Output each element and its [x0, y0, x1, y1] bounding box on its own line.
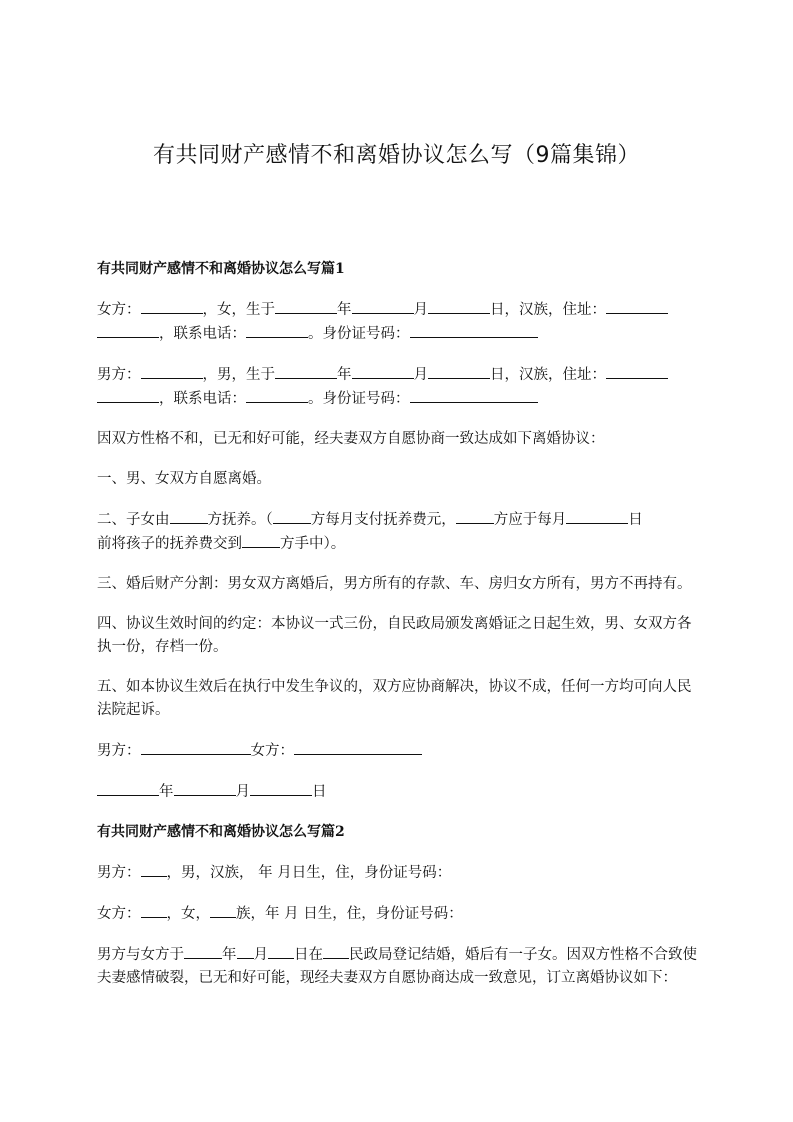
blank: [242, 532, 280, 548]
blank: [410, 322, 538, 338]
blank: [428, 298, 490, 314]
blank: [97, 322, 159, 338]
label: 。身份证号码：: [308, 326, 410, 342]
label: 日: [628, 512, 643, 528]
date-line: [97, 780, 697, 804]
label: ，女，生于: [202, 302, 275, 318]
blank: [428, 363, 490, 379]
blank: [273, 508, 311, 524]
label: 男方：: [97, 743, 141, 759]
blank: [246, 387, 308, 403]
intro-paragraph: 因双方性格不和，已无和好可能，经夫妻双方自愿协商一致达成如下离婚协议：: [97, 431, 605, 447]
blank: [141, 363, 203, 379]
label: 女方：: [97, 302, 141, 318]
clause-2: [97, 508, 697, 556]
document-title: 有共同财产感情不和离婚协议怎么写（9篇集锦）: [153, 143, 640, 168]
section-heading-1: 有共同财产感情不和离婚协议怎么写篇1: [97, 261, 345, 277]
blank: [141, 902, 167, 918]
label: 年: [337, 367, 352, 383]
blank: [141, 739, 251, 755]
label: 月: [235, 784, 250, 800]
label: ，联系电话：: [159, 391, 246, 407]
blank: [210, 902, 236, 918]
blank: [410, 387, 538, 403]
label: ，男，汉族， 年 月日生，住，身份证号码：: [166, 865, 452, 881]
clause-5: 五、如本协议生效后在执行中发生争议的，双方应协商解决，协议不成，任何一方均可向人民法院起诉。: [97, 679, 692, 718]
blank: [352, 363, 414, 379]
clause-3: 三、婚后财产分割：男女双方离婚后，男方所有的存款、车、房归女方所有，男方不再持有。: [97, 576, 692, 592]
label: 女方：: [250, 743, 294, 759]
blank: [141, 298, 203, 314]
blank: [268, 943, 294, 959]
label: 日: [312, 784, 327, 800]
document-body: [97, 258, 697, 1007]
blank: [606, 363, 668, 379]
label: 二、子女由: [97, 512, 170, 528]
male-party-line-2: [97, 861, 697, 885]
blank: [97, 780, 159, 796]
label: 民政局登记结婚，婚后有一子女。因双方性格不合致使夫妻感情破裂，已无和好可能，现经夫妻双方自愿协商达成一致意见，订立离婚协议如下：: [97, 947, 697, 986]
blank: [275, 363, 337, 379]
label: 男方与女方于: [97, 947, 184, 963]
label: 方每月支付抚养费元，: [310, 512, 456, 528]
label: 男方：: [97, 367, 141, 383]
label: ，女，: [166, 906, 210, 922]
label: 方手中）。: [280, 536, 346, 552]
label: 男方：: [97, 865, 141, 881]
blank: [246, 322, 308, 338]
blank: [250, 780, 312, 796]
blank: [606, 298, 668, 314]
blank: [184, 943, 222, 959]
blank: [141, 861, 167, 877]
label: 族，年 月 日生，住，身份证号码：: [236, 906, 463, 922]
male-party-line: [97, 363, 697, 411]
clause-1: 一、男、女双方自愿离婚。: [97, 471, 271, 487]
blank: [352, 298, 414, 314]
label: 女方：: [97, 906, 141, 922]
female-party-line-2: [97, 902, 697, 926]
blank: [170, 508, 208, 524]
blank: [456, 508, 494, 524]
blank: [237, 943, 254, 959]
blank: [97, 387, 159, 403]
blank: [566, 508, 628, 524]
label: ，男，生于: [202, 367, 275, 383]
label: 日，汉族，住址：: [490, 367, 606, 383]
label: 月: [413, 302, 428, 318]
label: 。身份证号码：: [308, 391, 410, 407]
label: 日在: [294, 947, 323, 963]
label: 年: [159, 784, 174, 800]
section-heading-2: 有共同财产感情不和离婚协议怎么写篇2: [97, 824, 345, 840]
label: 年: [222, 947, 237, 963]
label: 前将孩子的抚养费交到: [97, 536, 242, 552]
marriage-paragraph: [97, 943, 697, 990]
female-party-line: [97, 298, 697, 346]
label: 年: [337, 302, 352, 318]
blank: [174, 780, 236, 796]
label: 月: [413, 367, 428, 383]
blank: [294, 739, 422, 755]
label: 日，汉族，住址：: [490, 302, 606, 318]
blank: [323, 943, 349, 959]
label: 方抚养。（: [207, 512, 273, 528]
signature-line: [97, 739, 697, 763]
label: 方应于每月: [493, 512, 567, 528]
label: 月: [253, 947, 268, 963]
clause-4: 四、协议生效时间的约定：本协议一式三份，自民政局颁发离婚证之日起生效，男、女双方各执一份，存档一份。: [97, 616, 692, 655]
label: ，联系电话：: [159, 326, 246, 342]
blank: [275, 298, 337, 314]
